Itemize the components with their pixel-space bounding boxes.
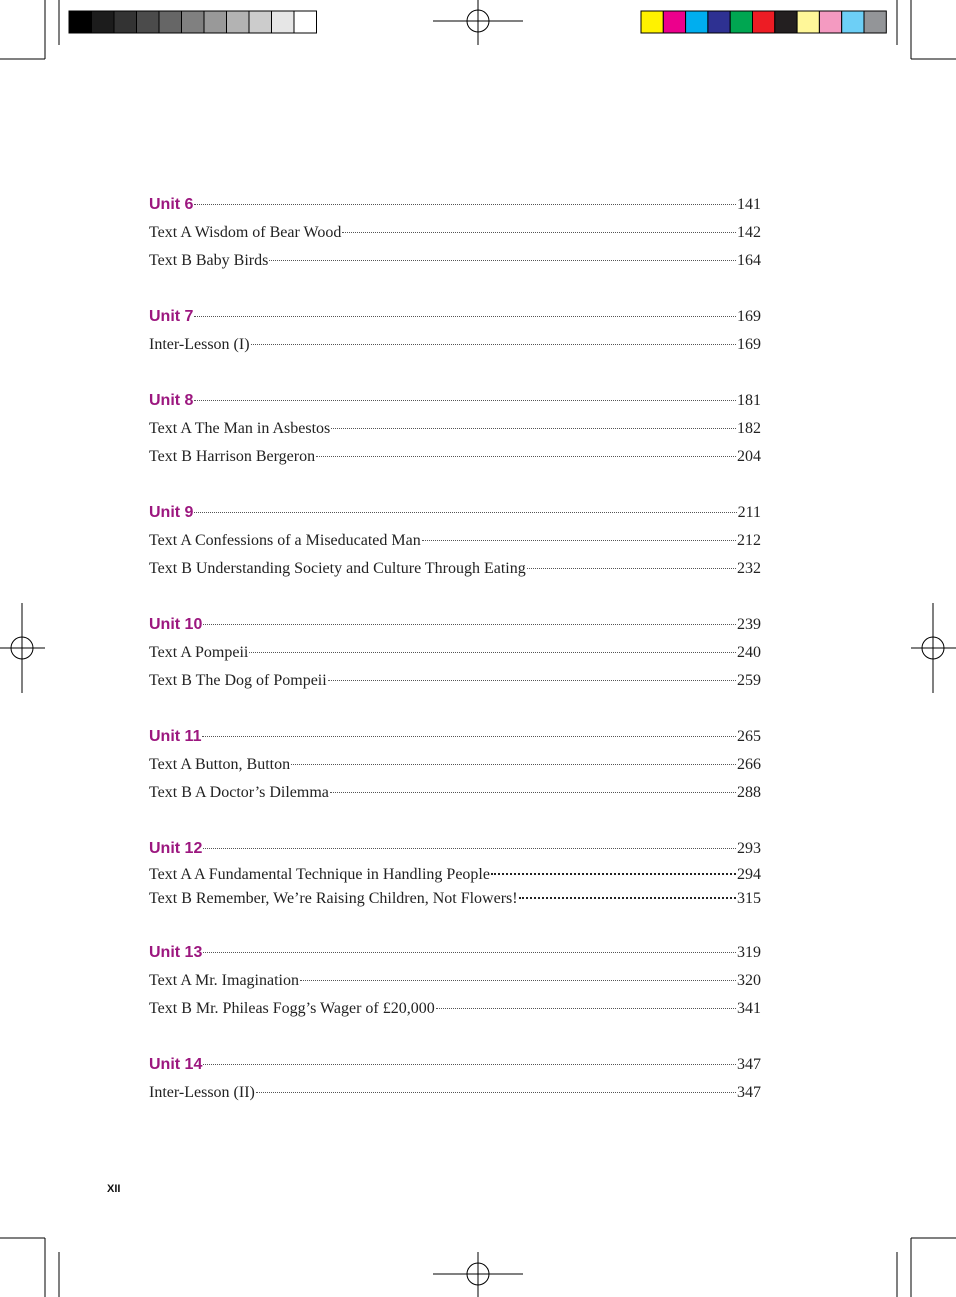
color-swatch (663, 11, 685, 33)
toc-entry-title: Text A Confessions of a Miseducated Man (149, 532, 421, 549)
unit-heading[interactable] (149, 723, 761, 751)
toc-entry[interactable] (149, 751, 761, 779)
color-swatch (730, 11, 752, 33)
toc-entry[interactable] (149, 863, 761, 887)
toc-entry-title: Inter-Lesson (I) (149, 336, 250, 353)
gray-color-bar (69, 11, 317, 33)
dot-leader (194, 400, 736, 401)
dot-leader (256, 1092, 736, 1093)
unit-heading-title: Unit 8 (149, 392, 194, 409)
toc-entry-title: Text A Pompeii (149, 644, 249, 661)
gray-swatch (272, 11, 295, 33)
unit-heading-title: Unit 14 (149, 1056, 203, 1073)
gray-swatch (69, 11, 92, 33)
gray-swatch (159, 11, 182, 33)
color-swatch (641, 11, 663, 33)
color-swatch (753, 11, 775, 33)
toc-entry[interactable] (149, 1079, 761, 1107)
toc-entry-title: Text B Harrison Bergeron (149, 448, 316, 465)
toc-section (149, 499, 761, 583)
color-swatch (864, 11, 886, 33)
dot-leader (202, 736, 736, 737)
unit-heading-title: Unit 6 (149, 196, 194, 213)
toc-section (149, 939, 761, 1023)
crop-mark-top-left (0, 0, 59, 59)
toc-section (149, 835, 761, 911)
unit-heading-title: Unit 9 (149, 504, 194, 521)
toc-entry-page-number: 232 (737, 560, 761, 577)
unit-heading[interactable] (149, 1051, 761, 1079)
dot-leader (203, 952, 736, 953)
color-swatch (842, 11, 864, 33)
toc-entry[interactable] (149, 779, 761, 807)
toc-entry-page-number: 204 (737, 448, 761, 465)
dot-leader (251, 344, 736, 345)
dot-leader (328, 680, 736, 681)
page-number: XII (107, 1183, 121, 1195)
toc-entry-title: Text B A Doctor’s Dilemma (149, 784, 329, 801)
toc-entry[interactable] (149, 887, 761, 911)
unit-heading-page-number: 239 (737, 616, 761, 633)
color-swatch (797, 11, 819, 33)
toc-entry-title: Text A A Fundamental Technique in Handling People (149, 866, 490, 883)
dot-leader (342, 232, 736, 233)
dot-leader (436, 1008, 736, 1009)
toc-entry-page-number: 142 (737, 224, 761, 241)
dot-leader (194, 512, 736, 513)
toc-section (149, 387, 761, 471)
unit-heading-title: Unit 12 (149, 840, 203, 857)
unit-heading[interactable] (149, 303, 761, 331)
gray-swatch (294, 11, 317, 33)
registration-target-left (0, 603, 45, 693)
unit-heading-page-number: 169 (737, 308, 761, 325)
toc-entry-page-number: 288 (737, 784, 761, 801)
toc-entry-title: Text A Mr. Imagination (149, 972, 299, 989)
dot-leader (527, 568, 736, 569)
unit-heading[interactable] (149, 611, 761, 639)
toc-entry[interactable] (149, 995, 761, 1023)
toc-entry[interactable] (149, 667, 761, 695)
toc-entry-page-number: 320 (737, 972, 761, 989)
gray-swatch (227, 11, 250, 33)
process-color-bar (641, 11, 886, 33)
dot-leader (331, 428, 736, 429)
unit-heading-page-number: 265 (737, 728, 761, 745)
dot-leader (194, 316, 736, 317)
table-of-contents (149, 191, 761, 1135)
dot-leader (422, 540, 736, 541)
toc-entry[interactable] (149, 527, 761, 555)
crop-mark-bottom-right (897, 1238, 956, 1297)
dot-leader (300, 980, 736, 981)
toc-entry-page-number: 347 (737, 1084, 761, 1101)
unit-heading-page-number: 211 (737, 504, 761, 521)
gray-swatch (249, 11, 272, 33)
toc-entry-title: Text A Wisdom of Bear Wood (149, 224, 342, 241)
unit-heading-page-number: 347 (737, 1056, 761, 1073)
unit-heading[interactable] (149, 499, 761, 527)
toc-entry-title: Inter-Lesson (II) (149, 1084, 255, 1101)
unit-heading[interactable] (149, 835, 761, 863)
dot-leader (203, 624, 736, 625)
toc-entry[interactable] (149, 639, 761, 667)
dot-leader (316, 456, 736, 457)
toc-entry-page-number: 182 (737, 420, 761, 437)
unit-heading-page-number: 319 (737, 944, 761, 961)
toc-entry[interactable] (149, 555, 761, 583)
toc-section (149, 723, 761, 807)
toc-entry-page-number: 294 (737, 866, 761, 883)
gray-swatch (114, 11, 137, 33)
toc-entry-page-number: 212 (737, 532, 761, 549)
dot-leader (249, 652, 736, 653)
toc-entry-page-number: 315 (737, 890, 761, 907)
color-swatch (708, 11, 730, 33)
unit-heading-page-number: 141 (737, 196, 761, 213)
toc-entry[interactable] (149, 415, 761, 443)
unit-heading-title: Unit 7 (149, 308, 194, 325)
toc-entry-title: Text B Baby Birds (149, 252, 269, 269)
unit-heading-page-number: 181 (737, 392, 761, 409)
dot-leader (269, 260, 736, 261)
toc-section (149, 191, 761, 275)
toc-entry-title: Text B Mr. Phileas Fogg’s Wager of £20,000 (149, 1000, 435, 1017)
color-swatch (819, 11, 841, 33)
gray-swatch (182, 11, 205, 33)
toc-entry-title: Text B Remember, We’re Raising Children, Not Flowers! (149, 890, 518, 907)
unit-heading[interactable] (149, 191, 761, 219)
dot-leader (519, 897, 736, 899)
toc-entry-page-number: 164 (737, 252, 761, 269)
toc-entry-title: Text A Button, Button (149, 756, 291, 773)
crop-mark-bottom-left (0, 1238, 59, 1297)
toc-entry[interactable] (149, 967, 761, 995)
crop-mark-top-right (897, 0, 956, 59)
registration-target-right (911, 603, 956, 693)
toc-section (149, 1051, 761, 1107)
gray-swatch (137, 11, 160, 33)
toc-entry-page-number: 341 (737, 1000, 761, 1017)
toc-entry[interactable] (149, 219, 761, 247)
color-swatch (686, 11, 708, 33)
toc-entry-page-number: 259 (737, 672, 761, 689)
dot-leader (194, 204, 736, 205)
dot-leader (291, 764, 736, 765)
registration-target-top (433, 0, 523, 45)
toc-entry[interactable] (149, 331, 761, 359)
unit-heading-title: Unit 10 (149, 616, 203, 633)
toc-entry-page-number: 240 (737, 644, 761, 661)
unit-heading[interactable] (149, 939, 761, 967)
toc-entry-title: Text B Understanding Society and Culture Through Eating (149, 560, 526, 577)
dot-leader (203, 1064, 736, 1065)
toc-entry[interactable] (149, 443, 761, 471)
toc-entry-title: Text B The Dog of Pompeii (149, 672, 327, 689)
gray-swatch (92, 11, 115, 33)
unit-heading-title: Unit 11 (149, 728, 202, 745)
toc-section (149, 303, 761, 359)
gray-swatch (204, 11, 227, 33)
dot-leader (203, 848, 736, 849)
toc-entry-page-number: 266 (737, 756, 761, 773)
toc-entry-page-number: 169 (737, 336, 761, 353)
toc-entry[interactable] (149, 247, 761, 275)
toc-entry-title: Text A The Man in Asbestos (149, 420, 331, 437)
color-swatch (775, 11, 797, 33)
dot-leader (330, 792, 736, 793)
registration-target-bottom (433, 1252, 523, 1297)
toc-section (149, 611, 761, 695)
dot-leader (491, 873, 736, 875)
unit-heading[interactable] (149, 387, 761, 415)
unit-heading-page-number: 293 (737, 840, 761, 857)
unit-heading-title: Unit 13 (149, 944, 203, 961)
